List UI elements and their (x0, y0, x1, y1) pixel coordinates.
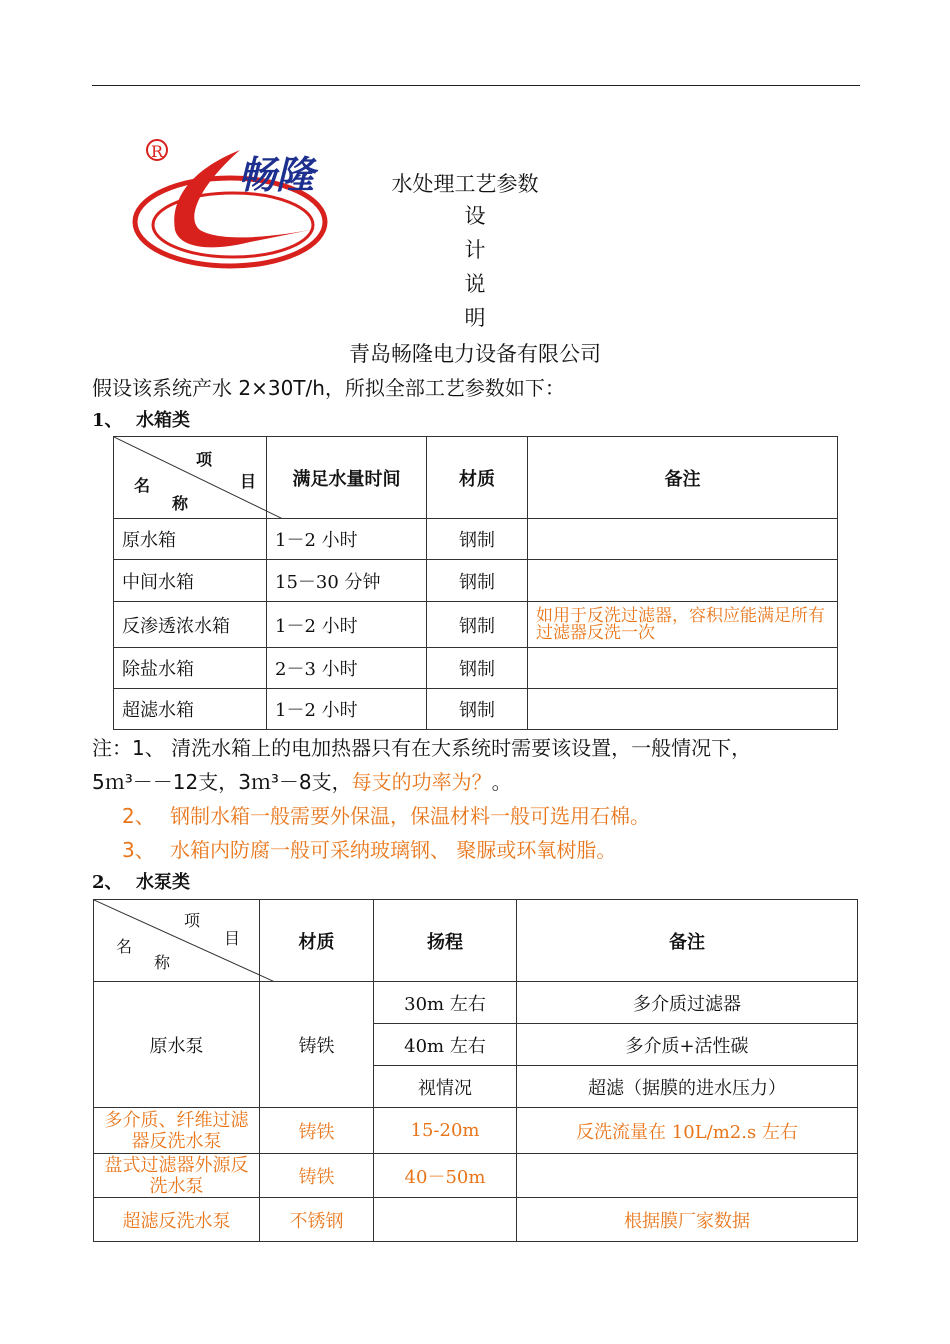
pump-note: 多介质+活性碳 (517, 1024, 858, 1066)
pump-head: 40m 左右 (374, 1024, 517, 1066)
tank-time: 1－2 小时 (267, 602, 427, 648)
tank-diag-header (114, 437, 267, 519)
note2 (122, 800, 650, 829)
col-note: 备注 (528, 437, 838, 519)
pump-table (93, 899, 858, 1242)
section2-num: 2、 (92, 872, 123, 893)
tank-material: 钢制 (427, 602, 528, 648)
table-row (94, 982, 858, 1024)
table-row (94, 1198, 858, 1242)
intro-text: 假设该系统产水 2×30T/h，所拟全部工艺参数如下： (92, 376, 565, 400)
table-row (94, 1154, 858, 1198)
tank-name: 中间水箱 (114, 560, 267, 602)
tank-name: 原水箱 (114, 519, 267, 560)
tank-note (528, 519, 838, 560)
pump-note: 多介质过滤器 (517, 982, 858, 1024)
pump-name: 多介质、纤维过滤器反洗水泵 (94, 1108, 260, 1154)
section1-title: 水箱类 (136, 410, 190, 431)
pump-name: 原水泵 (94, 982, 260, 1108)
section2-heading (92, 868, 190, 894)
tank-table (113, 436, 838, 730)
pump-table-header (94, 900, 858, 982)
tank-note (528, 689, 838, 730)
note1-line2 (92, 766, 512, 795)
pump-head: 30m 左右 (374, 982, 517, 1024)
diag-top: 项 (184, 911, 201, 930)
tank-time: 1－2 小时 (267, 689, 427, 730)
note2-num: 2、 (122, 804, 155, 828)
note3 (122, 834, 616, 863)
note1-question: 每支的功率为？ (351, 770, 492, 794)
pump-name: 超滤反洗水泵 (94, 1198, 260, 1242)
section1-num: 1、 (92, 410, 123, 431)
vertical-title-char-4: 明 (464, 306, 486, 330)
pump-note: 超滤（据膜的进水压力） (517, 1066, 858, 1108)
logo-brand-text: 畅隆 (238, 153, 315, 197)
note1-counts: 5ｍ³－－12支，3ｍ³－8支， (92, 770, 352, 794)
note1-line1: 注：1、 清洗水箱上的电加热器只有在大系统时需要该设置，一般情况下， (92, 736, 752, 760)
pump-material: 不锈钢 (260, 1198, 374, 1242)
col-note: 备注 (517, 900, 858, 982)
table-row (114, 648, 838, 689)
diag-bottom: 称 (154, 953, 171, 972)
pump-name: 盘式过滤器外源反洗水泵 (94, 1154, 260, 1198)
pump-note: 根据膜厂家数据 (517, 1198, 858, 1242)
pump-head: 视情况 (374, 1066, 517, 1108)
vertical-title-char-1: 设 (464, 204, 486, 228)
section1-heading (92, 406, 190, 432)
pump-material: 铸铁 (260, 1154, 374, 1198)
section2-title: 水泵类 (136, 872, 190, 893)
diag-right: 目 (224, 929, 241, 948)
col-time: 满足水量时间 (267, 437, 427, 519)
registered-mark: R (151, 142, 164, 161)
vertical-title-char-2: 计 (464, 238, 486, 262)
note3-num: 3、 (122, 838, 155, 862)
tank-note: 如用于反洗过滤器，容积应能满足所有过滤器反洗一次 (528, 602, 838, 648)
table-row (114, 602, 838, 648)
pump-head: 40－50m (374, 1154, 517, 1198)
table-row (114, 689, 838, 730)
col-material: 材质 (427, 437, 528, 519)
doc-title: 水处理工艺参数 (391, 172, 539, 196)
diag-top: 项 (196, 450, 213, 469)
diag-bottom: 称 (172, 494, 189, 513)
tank-time: 1－2 小时 (267, 519, 427, 560)
tank-material: 钢制 (427, 519, 528, 560)
table-row (114, 560, 838, 602)
note3-text: 水箱内防腐一般可采纳玻璃钢、 聚脲或环氧树脂。 (170, 838, 617, 862)
tank-time: 2－3 小时 (267, 648, 427, 689)
tank-time: 15－30 分钟 (267, 560, 427, 602)
col-material: 材质 (260, 900, 374, 982)
tank-material: 钢制 (427, 648, 528, 689)
tank-name: 反渗透浓水箱 (114, 602, 267, 648)
pump-note: 反洗流量在 10L/m2.s 左右 (517, 1108, 858, 1154)
tank-name: 除盐水箱 (114, 648, 267, 689)
table-row (94, 1108, 858, 1154)
diag-left: 名 (116, 937, 133, 956)
pump-head (374, 1198, 517, 1242)
tank-material: 钢制 (427, 689, 528, 730)
tank-material: 钢制 (427, 560, 528, 602)
pump-note (517, 1154, 858, 1198)
header-rule (92, 85, 860, 86)
tank-table-header (114, 437, 838, 519)
table-row (114, 519, 838, 560)
diag-right: 目 (240, 472, 257, 491)
tank-note (528, 648, 838, 689)
col-head: 扬程 (374, 900, 517, 982)
pump-diag-header (94, 900, 260, 982)
note2-text: 钢制水箱一般需要外保温，保温材料一般可选用石棉。 (170, 804, 650, 828)
note1-end: 。 (491, 770, 512, 794)
company-name: 青岛畅隆电力设备有限公司 (349, 342, 601, 366)
diag-left: 名 (134, 476, 151, 495)
pump-material: 铸铁 (260, 982, 374, 1108)
tank-name: 超滤水箱 (114, 689, 267, 730)
pump-material: 铸铁 (260, 1108, 374, 1154)
tank-note (528, 560, 838, 602)
pump-head: 15-20m (374, 1108, 517, 1154)
vertical-title-char-3: 说 (464, 272, 486, 296)
